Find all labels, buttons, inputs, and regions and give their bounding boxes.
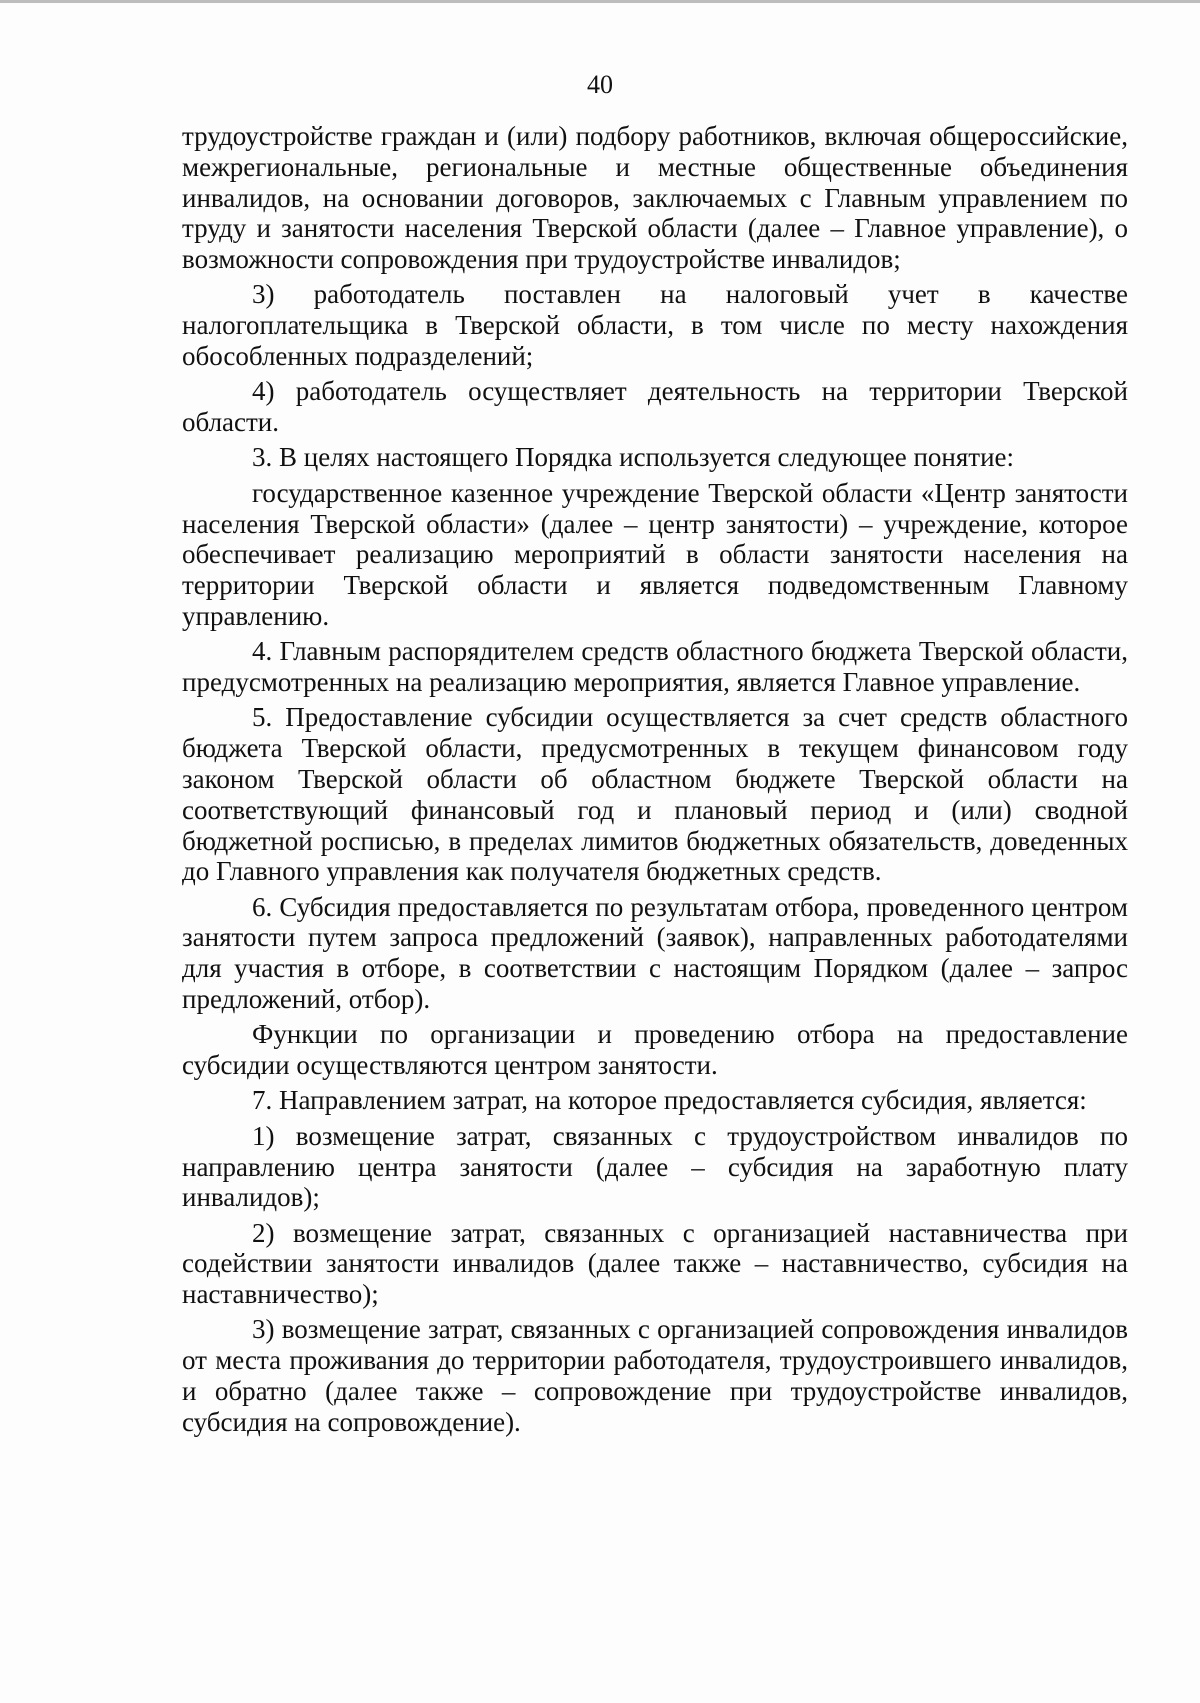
paragraph-section-6: 6. Субсидия предоставляется по результатам отбора, проведенного центром занятости путем запроса предложений (заявок), направленных работодателями для участия в отборе, в соответствии с настоящим Порядком (далее – запрос предложений, отбор). [182, 891, 1128, 1015]
paragraph-continuation: трудоустройстве граждан и (или) подбору работников, включая общероссийские, межрегиональные, региональные и местные общественные объединения инвалидов, на основании договоров, заключаемых с Главным управлением по труду и занятости населения Тверской области (далее – Главное управление), о возможности сопровождения при трудоустройстве инвалидов; [182, 121, 1128, 275]
paragraph-section-3: 3. В целях настоящего Порядка используется следующее понятие: [252, 442, 1014, 473]
paragraph-subitem-1: 1) возмещение затрат, связанных с трудоустройством инвалидов по направлению центра занятости (далее – субсидия на заработную плату инвалидов); [182, 1120, 1128, 1213]
paragraph-item-3: 3) работодатель поставлен на налоговый учет в качестве налогоплательщика в Тверской области, в том числе по месту нахождения обособленных подразделений; [182, 279, 1128, 372]
paragraph-subitem-3: 3) возмещение затрат, связанных с организацией сопровождения инвалидов от места проживания до территории работодателя, трудоустроившего инвалидов, и обратно (далее также – сопровождение при трудоустройстве инвалидов, субсидия на сопровождение). [182, 1314, 1128, 1437]
paragraph-section-5: 5. Предоставление субсидии осуществляется за счет средств областного бюджета Тверской области, предусмотренных в текущем финансовом году законом Тверской области об областном бюджете Тверской области на соответствующий финансовый год и плановый период и (или) сводной бюджетной росписью, в пределах лимитов бюджетных обязательств, доведенных до Главного управления как получателя бюджетных средств. [182, 702, 1128, 887]
paragraph-subitem-2: 2) возмещение затрат, связанных с организацией наставничества при содействии занятости инвалидов (далее также – наставничество, субсидия на наставничество); [182, 1217, 1128, 1310]
page-number: 40 [587, 70, 613, 99]
paragraph-item-4: 4) работодатель осуществляет деятельность на территории Тверской области. [182, 376, 1128, 438]
paragraph-definition: государственное казенное учреждение Тверской области «Центр занятости населения Тверской области» (далее – центр занятости) – учреждение, которое обеспечивает реализацию мероприятий в области занятости населения на территории Тверской области и является подведомственным Главному управлению. [182, 477, 1128, 631]
paragraph-functions: Функции по организации и проведению отбора на предоставление субсидии осуществляются центром занятости. [182, 1019, 1128, 1081]
paragraph-section-4: 4. Главным распорядителем средств областного бюджета Тверской области, предусмотренных на реализацию мероприятия, является Главное управление. [182, 636, 1128, 698]
document-body [182, 121, 1128, 1442]
paragraph-section-7: 7. Направлением затрат, на которое предоставляется субсидия, является: [252, 1085, 1087, 1116]
scan-top-edge [0, 0, 1200, 3]
